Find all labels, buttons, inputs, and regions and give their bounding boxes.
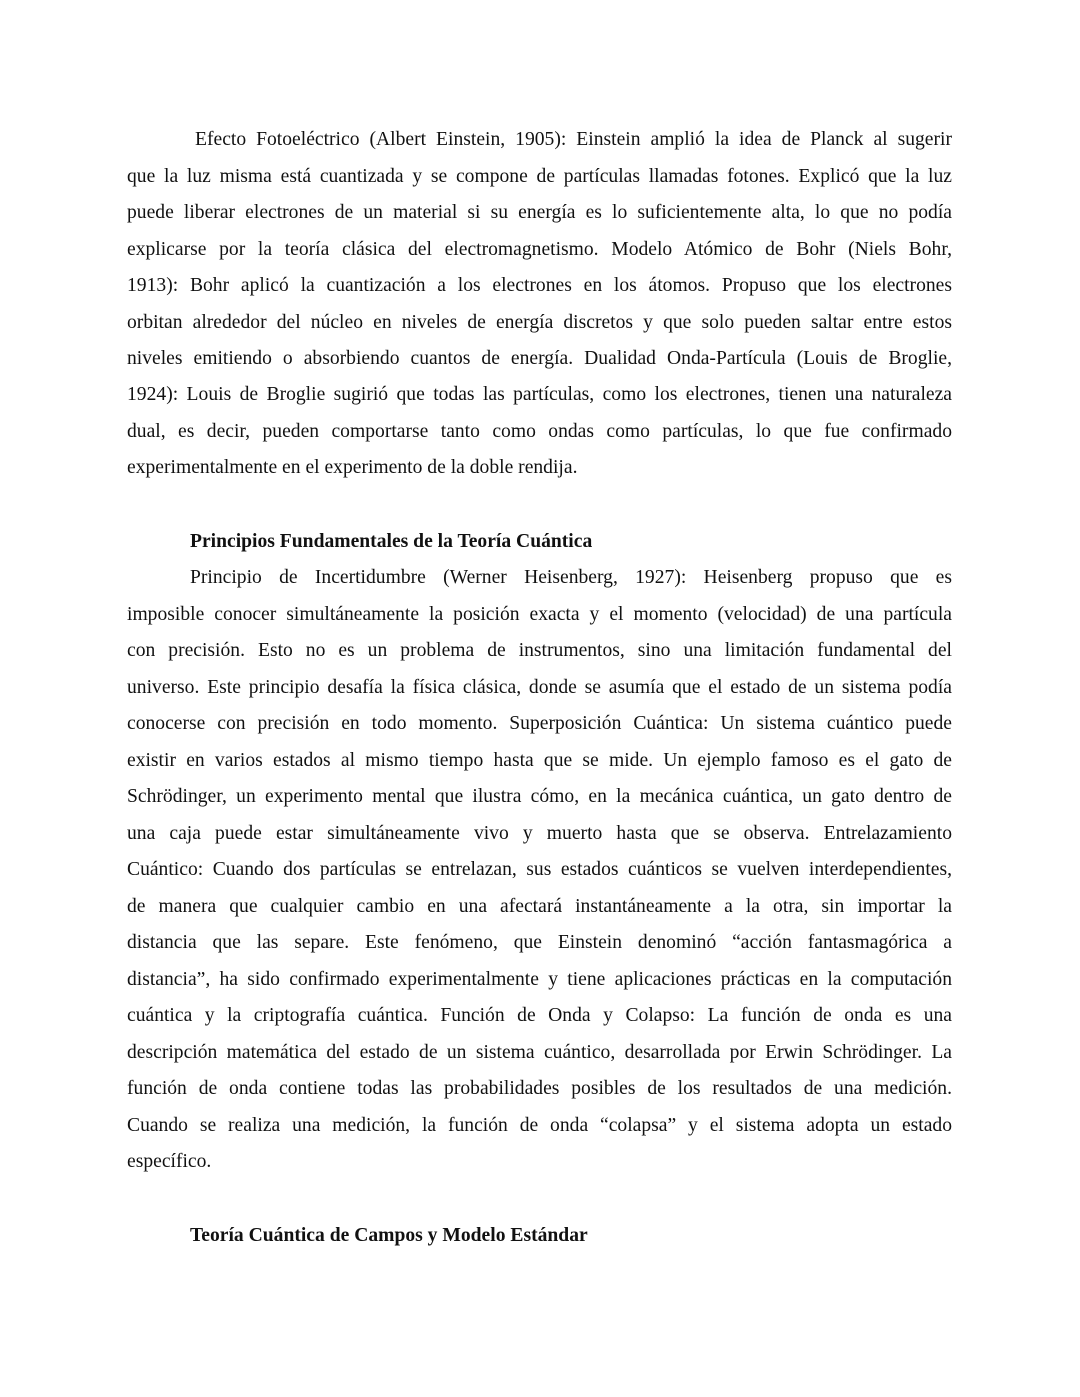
text-line: una caja puede estar simultáneamente vivo y muerto hasta que se observa. Entrelazamiento — [127, 823, 952, 844]
text-line: Efecto Fotoeléctrico (Albert Einstein, 1905): Einstein amplió la idea de Planck al sugerir — [195, 129, 952, 150]
text-line: universo. Este principio desafía la física clásica, donde se asumía que el estado de un sistema podía — [127, 677, 952, 698]
text-line: Cuando se realiza una medición, la función de onda “colapsa” y el sistema adopta un estado — [127, 1115, 952, 1136]
text-line: conocerse con precisión en todo momento. Superposición Cuántica: Un sistema cuántico puede — [127, 713, 952, 734]
text-line: Schrödinger, un experimento mental que ilustra cómo, en la mecánica cuántica, un gato dentro de — [127, 786, 952, 807]
text-line: explicarse por la teoría clásica del electromagnetismo. Modelo Atómico de Bohr (Niels Bohr, — [127, 239, 952, 260]
text-line: Cuántico: Cuando dos partículas se entrelazan, sus estados cuánticos se vuelven interdependientes, — [127, 859, 952, 880]
text-line: distancia que las separe. Este fenómeno, que Einstein denominó “acción fantasmagórica a — [127, 932, 952, 953]
text-line: experimentalmente en el experimento de la doble rendija. — [127, 457, 578, 478]
text-line: 1913): Bohr aplicó la cuantización a los electrones en los átomos. Propuso que los electrones — [127, 275, 952, 296]
text-line: distancia”, ha sido confirmado experimentalmente y tiene aplicaciones prácticas en la computación — [127, 969, 952, 990]
section-heading-teoria-campos: Teoría Cuántica de Campos y Modelo Estándar — [190, 1225, 588, 1246]
text-line: que la luz misma está cuantizada y se compone de partículas llamadas fotones. Explicó que la luz — [127, 166, 952, 187]
text-line: dual, es decir, pueden comportarse tanto como ondas como partículas, lo que fue confirmado — [127, 421, 952, 442]
text-line: específico. — [127, 1151, 212, 1172]
section-heading-principios: Principios Fundamentales de la Teoría Cuántica — [190, 531, 593, 552]
text-line: existir en varios estados al mismo tiempo hasta que se mide. Un ejemplo famoso es el gato de — [127, 750, 952, 771]
text-line: Principio de Incertidumbre (Werner Heisenberg, 1927): Heisenberg propuso que es — [190, 567, 952, 588]
text-line: puede liberar electrones de un material si su energía es lo suficientemente alta, lo que no podía — [127, 202, 952, 223]
text-line: con precisión. Esto no es un problema de instrumentos, sino una limitación fundamental del — [127, 640, 952, 661]
text-line: función de onda contiene todas las probabilidades posibles de los resultados de una medición. — [127, 1078, 952, 1099]
text-line: orbitan alrededor del núcleo en niveles de energía discretos y que solo pueden saltar entre estos — [127, 312, 952, 333]
text-line: cuántica y la criptografía cuántica. Función de Onda y Colapso: La función de onda es una — [127, 1005, 952, 1026]
text-line: niveles emitiendo o absorbiendo cuantos de energía. Dualidad Onda-Partícula (Louis de Broglie, — [127, 348, 952, 369]
text-line: descripción matemática del estado de un sistema cuántico, desarrollada por Erwin Schrödinger. La — [127, 1042, 952, 1063]
text-line: imposible conocer simultáneamente la posición exacta y el momento (velocidad) de una partícula — [127, 604, 952, 625]
text-line: 1924): Louis de Broglie sugirió que todas las partículas, como los electrones, tienen una naturaleza — [127, 384, 952, 405]
text-line: de manera que cualquier cambio en una afectará instantáneamente a la otra, sin importar la — [127, 896, 952, 917]
